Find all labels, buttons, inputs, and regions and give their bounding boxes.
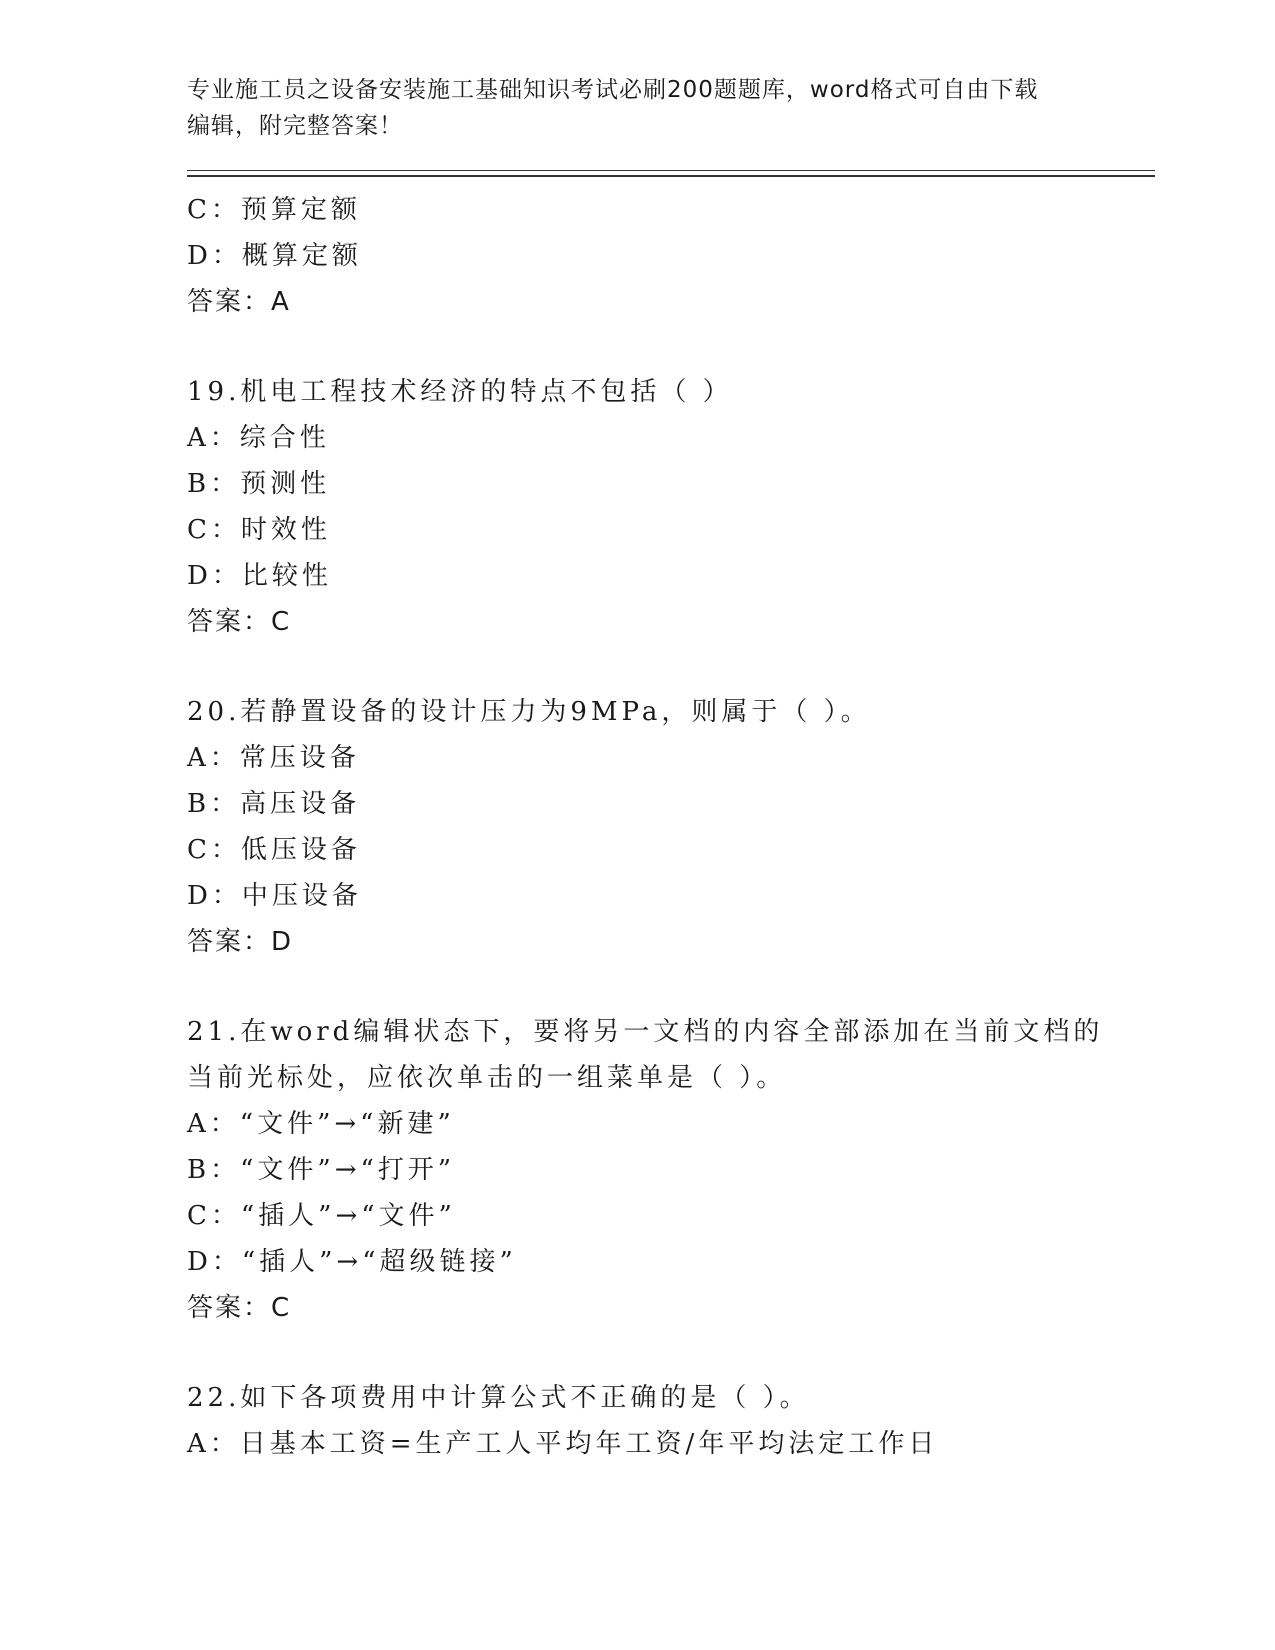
question-stem-line-1: 21.在word编辑状态下，要将另一文档的内容全部添加在当前文档的: [187, 1017, 1104, 1047]
question-stem-line-2: 当前光标处，应依次单击的一组菜单是（ ）。: [187, 1063, 787, 1093]
option-c: C：“插人”→“文件”: [187, 1201, 456, 1231]
question-22: [187, 1375, 1087, 1467]
answer-line: 答案：C: [187, 1293, 292, 1323]
option-a: A：“文件”→“新建”: [187, 1109, 455, 1139]
header-title-line-1: 专业施工员之设备安装施工基础知识考试必刷200题题库，word格式可自由下载: [187, 77, 1039, 103]
option-b: B：高压设备: [187, 789, 361, 819]
document-header: [187, 72, 1067, 144]
option-d: D：概算定额: [187, 241, 362, 271]
header-divider-bottom: [187, 175, 1155, 177]
header-divider-top: [187, 170, 1155, 171]
option-b: B：预测性: [187, 469, 331, 499]
question-stem: 19.机电工程技术经济的特点不包括（ ）: [187, 377, 733, 407]
option-d: D：比较性: [187, 561, 332, 591]
option-a: A：综合性: [187, 423, 330, 453]
answer-line: 答案：C: [187, 607, 292, 637]
option-d: D：“插人”→“超级链接”: [187, 1247, 517, 1277]
option-a: A：常压设备: [187, 743, 360, 773]
option-d: D：中压设备: [187, 881, 362, 911]
previous-question-tail: [187, 187, 1087, 325]
option-c: C：低压设备: [187, 835, 361, 865]
question-stem: 20.若静置设备的设计压力为9MPa，则属于（ ）。: [187, 697, 871, 727]
option-c: C：预算定额: [187, 195, 361, 225]
question-19: [187, 369, 1087, 645]
header-title-line-2: 编辑，附完整答案！: [187, 113, 403, 139]
question-21: [187, 1009, 1104, 1331]
answer-line: 答案：D: [187, 927, 294, 957]
option-b: B：“文件”→“打开”: [187, 1155, 456, 1185]
answer-line: 答案：A: [187, 287, 291, 317]
question-list: [187, 187, 1104, 1467]
option-a: A：日基本工资=生产工人平均年工资/年平均法定工作日: [187, 1429, 939, 1459]
question-20: [187, 689, 1087, 965]
question-stem: 22.如下各项费用中计算公式不正确的是（ ）。: [187, 1383, 810, 1413]
option-c: C：时效性: [187, 515, 331, 545]
